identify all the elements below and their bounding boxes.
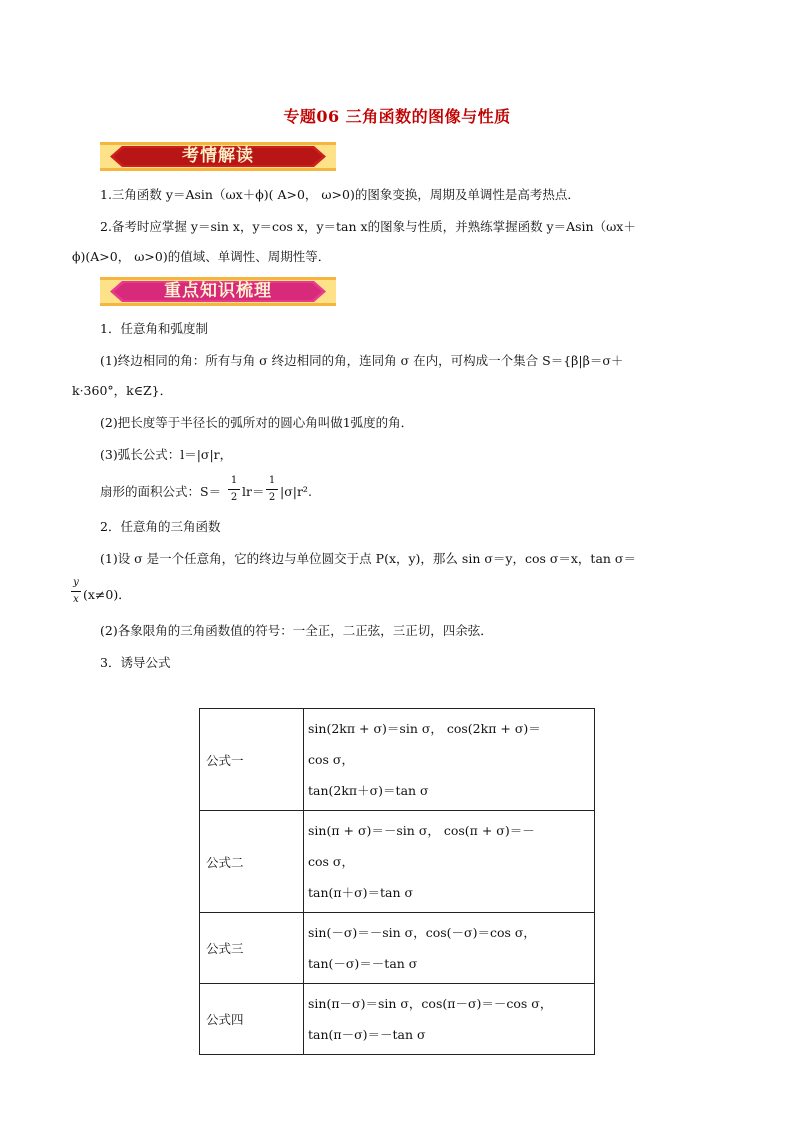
fraction-condition: (x≠0)． — [83, 587, 131, 602]
formula-suffix: |σ|r². — [280, 484, 312, 499]
table-row — [200, 811, 595, 913]
formula-line: tan(π－σ)＝－tan σ — [308, 1027, 426, 1042]
formula-line: tan(2kπ＋σ)＝tan σ — [308, 783, 429, 798]
section-1-heading: 1．任意角和弧度制 — [100, 321, 208, 336]
section-2-heading: 2．任意角的三角函数 — [100, 519, 221, 534]
formula-line: sin(－σ)＝－sin σ，cos(－σ)＝cos σ， — [308, 925, 536, 940]
formula-name: 公式三 — [200, 913, 304, 984]
induction-formula-table — [199, 708, 595, 1055]
fraction-bar — [228, 489, 240, 490]
section-banner-zhishi — [100, 277, 336, 306]
formula-body — [304, 984, 595, 1055]
intro-paragraph-2: 2.备考时应掌握 y＝sin x，y＝cos x，y＝tan x的图象与性质，并熟练掌握函数 y＝Asin（ωx＋ — [100, 219, 636, 234]
section-3-heading: 3．诱导公式 — [100, 655, 171, 670]
fraction-denominator: x — [73, 594, 79, 605]
fraction-numerator: 1 — [268, 475, 276, 486]
table-row — [200, 984, 595, 1055]
formula-line: cos σ， — [308, 854, 354, 869]
section-1-item-3: (3)弧长公式：l＝|σ|r， — [100, 447, 233, 462]
formula-line: sin(π－σ)＝sin σ，cos(π－σ)＝－cos σ， — [308, 996, 553, 1011]
fraction-denominator: 2 — [230, 492, 238, 503]
document-title: 专题06 三角函数的图像与性质 — [283, 107, 511, 126]
banner-label: 考情解读 — [182, 146, 254, 166]
formula-name: 公式二 — [200, 811, 304, 913]
banner-label: 重点知识梳理 — [164, 281, 272, 301]
fraction-numerator: 1 — [230, 475, 238, 486]
formula-body — [304, 811, 595, 913]
formula-line: sin(π + σ)＝－sin σ， cos(π + σ)＝－ — [308, 823, 535, 838]
fraction-bar — [266, 489, 278, 490]
section-1-item-1-cont: k·360°，k∈Z}． — [72, 383, 173, 398]
formula-middle: lr＝ — [242, 484, 265, 499]
formula-name: 公式四 — [200, 984, 304, 1055]
fraction-denominator: 2 — [268, 492, 276, 503]
formula-name: 公式一 — [200, 709, 304, 811]
formula-line: tan(π＋σ)＝tan σ — [308, 885, 414, 900]
intro-paragraph-1: 1.三角函数 y＝Asin（ωx＋ϕ)( A>0， ω>0)的图象变换，周期及单调性是高考热点． — [100, 187, 580, 202]
table-row — [200, 913, 595, 984]
section-banner-kaoqing — [100, 142, 336, 171]
formula-body — [304, 913, 595, 984]
formula-line: cos σ， — [308, 752, 354, 767]
section-2-item-2: (2)各象限角的三角函数值的符号：一全正，二正弦，三正切，四余弦． — [100, 623, 493, 638]
formula-line: tan(－σ)＝－tan σ — [308, 956, 418, 971]
fraction-bar — [71, 591, 81, 592]
section-1-item-2: (2)把长度等于半径长的弧所对的圆心角叫做1弧度的角． — [100, 415, 414, 430]
table-row — [200, 709, 595, 811]
fraction-numerator: y — [73, 577, 79, 588]
formula-prefix: 扇形的面积公式：S＝ — [100, 484, 222, 499]
formula-body — [304, 709, 595, 811]
section-1-item-1: (1)终边相同的角：所有与角 σ 终边相同的角，连同角 σ 在内，可构成一个集合 S＝{β|β＝σ＋ — [100, 353, 624, 368]
formula-line: sin(2kπ + σ)＝sin σ， cos(2kπ + σ)＝ — [308, 721, 541, 736]
section-2-item-1: (1)设 σ 是一个任意角，它的终边与单位圆交于点 P(x，y)，那么 sin σ＝y，cos σ＝x，tan σ＝ — [100, 551, 636, 566]
intro-paragraph-2-cont: ϕ)(A>0， ω>0)的值域、单调性、周期性等． — [72, 249, 331, 264]
